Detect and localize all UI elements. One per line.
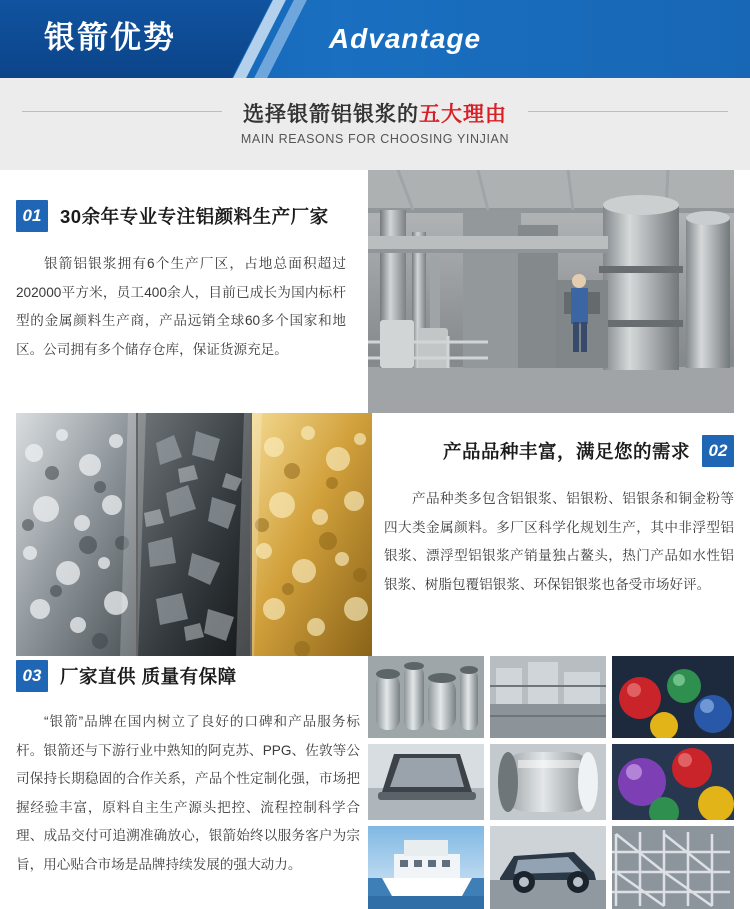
block-03-title: 厂家直供 质量有保障 (60, 666, 237, 687)
collage-photo-graphic (368, 656, 734, 909)
subtitle-en: MAIN REASONS FOR CHOOSING YINJIAN (240, 132, 510, 146)
block-03-heading (16, 660, 360, 692)
application-industries-collage-photo (368, 656, 734, 909)
page-header (0, 0, 750, 78)
advantage-block-03 (16, 660, 360, 879)
header-title-cn: 银箭优势 (44, 20, 176, 55)
block-03-body: “银箭”品牌在国内树立了良好的口碑和产品服务标杆。银箭还与下游行业中熟知的阿克苏、PPG、佐敦等公司保持长期稳固的合作关系，产品个性定制化强，市场把握经验丰富，原料自主生产源头把控、流程控制科学合理、成品交付可追溯准确放心，银箭始终以服务客户为宗旨，用心贴合市场是品牌持续发展的强大动力。 (16, 714, 360, 872)
header-title-en: Advantage (328, 23, 482, 54)
advantage-block-01 (16, 200, 346, 364)
block-02-heading (384, 435, 734, 467)
block-02-title: 产品品种丰富，满足您的需求 (442, 441, 690, 462)
block-01-body: 银箭铝银浆拥有6个生产厂区，占地总面积超过202000平方米，员工400余人，目前已成长为国内标杆型的金属颜料生产商，产品远销全球60多个国家和地区。公司拥有多个储存仓库，保证货源充足。 (16, 256, 346, 357)
subtitle-band (0, 78, 750, 170)
block-01-number-badge: 01 (16, 200, 48, 232)
block-01-heading (16, 200, 346, 232)
factory-production-line-photo (368, 170, 734, 413)
advantage-block-02 (384, 435, 734, 599)
block-02-number-badge: 02 (702, 435, 734, 467)
block-01-title: 30余年专业专注铝颜料生产厂家 (60, 206, 329, 227)
subtitle-cn (0, 98, 750, 128)
content-area (0, 170, 750, 909)
subtitle-cn-prefix: 选择银箭铝银浆的 (243, 103, 419, 126)
factory-photo-graphic (368, 170, 734, 413)
pigment-photo-graphic (16, 413, 372, 656)
block-02-body: 产品种类多包含铝银浆、铝银粉、铝银条和铜金粉等四大类金属颜料。多厂区科学化规划生产，其中非浮型铝银浆、漂浮型铝银浆产销量独占鳌头，热门产品如水性铝银浆、树脂包覆铝银浆、环保铝银浆也备受市场好评。 (384, 491, 734, 592)
subtitle-cn-highlight: 五大理由 (419, 103, 507, 126)
block-03-number-badge: 03 (16, 660, 48, 692)
aluminium-pigment-powder-photo (16, 413, 372, 656)
